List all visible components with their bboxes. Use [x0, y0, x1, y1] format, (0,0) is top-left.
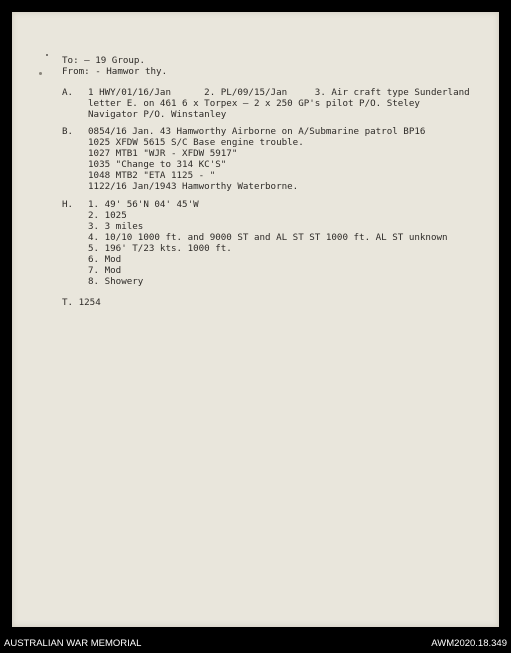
section-h-item: 2. 1025 — [88, 210, 127, 221]
section-b-line: 1027 MTB1 "WJR - XFDW 5917" — [88, 148, 238, 159]
section-b-line: 1035 "Change to 314 KC'S" — [88, 159, 227, 170]
paper-speck — [46, 54, 48, 56]
section-b-line: 1122/16 Jan/1943 Hamworthy Waterborne. — [88, 181, 299, 192]
footer-institution: AUSTRALIAN WAR MEMORIAL — [4, 638, 142, 649]
section-h-item: 3. 3 miles — [88, 221, 144, 232]
document-page — [12, 12, 499, 627]
section-h-item: 5. 196' T/23 kts. 1000 ft. — [88, 243, 232, 254]
section-h-item: 4. 10/10 1000 ft. and 9000 ST and AL ST ST 1000 ft. AL ST unknown — [88, 232, 448, 243]
section-b-line: 1025 XFDW 5615 S/C Base engine trouble. — [88, 137, 304, 148]
section-h-item: 1. 49' 56'N 04' 45'W — [88, 199, 199, 210]
section-h-label: H. — [62, 199, 74, 210]
footer-reference-number: AWM2020.18.349 — [431, 638, 507, 649]
section-h-item: 6. Mod — [88, 254, 122, 265]
section-b-label: B. — [62, 126, 74, 137]
section-h-item: 8. Showery — [88, 276, 144, 287]
section-t-line: T. 1254 — [62, 297, 101, 308]
section-a-line: Navigator P/O. Winstanley — [88, 109, 227, 120]
from-line: From: - Hamwor thy. — [62, 66, 168, 77]
section-b-line: 0854/16 Jan. 43 Hamworthy Airborne on A/Submarine patrol BP16 — [88, 126, 426, 137]
section-a-line: letter E. on 461 6 x Torpex – 2 x 250 GP's pilot P/O. Steley — [88, 98, 420, 109]
to-line: To: – 19 Group. — [62, 55, 145, 66]
section-a-label: A. — [62, 87, 74, 98]
paper-speck — [39, 72, 42, 75]
section-b-line: 1048 MTB2 "ETA 1125 - " — [88, 170, 216, 181]
section-h-item: 7. Mod — [88, 265, 122, 276]
section-a-line: 1 HWY/01/16/Jan 2. PL/09/15/Jan 3. Air craft type Sunderland — [88, 87, 470, 98]
